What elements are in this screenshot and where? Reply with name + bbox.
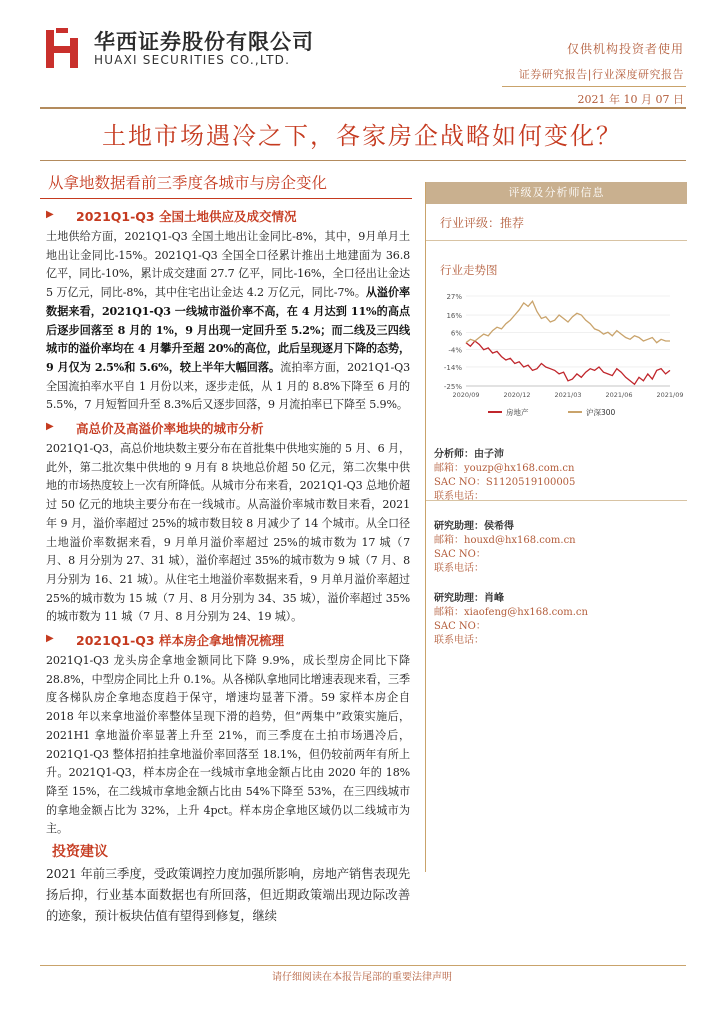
audience-note: 仅供机构投资者使用	[566, 42, 684, 56]
chart-y-tick-label: -14%	[443, 363, 462, 372]
section-paragraph: 2021 年前三季度，受政策调控力度加强所影响，房地产销售表现先扬后抑，行业基本面数据也有所回落，但近期政策端出现边际改善的迹象，预计板块估值有望得到修复，继续	[46, 867, 410, 924]
sidebar-box-title: 评级及分析师信息	[426, 182, 687, 204]
page-title: 土地市场遇冷之下，各家房企战略如何变化？	[102, 122, 622, 150]
analyst-email[interactable]: 邮箱：xiaofeng@hx168.com.cn	[434, 607, 588, 618]
section-heading: ▶ 高总价及高溢价率地块的城市分析	[46, 421, 264, 437]
analyst-sac: SAC NO：S1120519100005	[434, 477, 576, 488]
section-paragraph: 土地供给方面，2021Q1-Q3 全国土地出让金同比-8%，其中，9月单月土地出让金同比-15%。2021Q1-Q3 全国全口径累计推出土地建面为 36.8 亿平，同比-10%，累计成交建面 27.7 亿平，同比-16%，全口径出让金达 5 万亿元，同比-8%，其中住宅出让金达 4.2 万亿元，同比-7%。从溢价率数据来看，2021Q1-Q3 一线城市溢价率不高，在 4 月达到 11%的高点后逐步回落至 8 月的 1%，9 月出现一定回升至 5.2%；而二线及三四线城市的溢价率均在 4 月攀升至超 20%的高位，此后呈现逐月下降的态势，9 月仅为 2.5%和 5.6%，较上半年大幅回落。流拍率方面，2021Q1-Q3 全国流拍率水平自 1 月份以来，逐步走低，从 1 月的 8.8%下降至 6 月的 5.5%，7 月短暂回升至 8.3%后又逐步回落，9 月流拍率已下降至 5.9%。	[46, 230, 411, 412]
triangle-bullet-icon: ▶	[46, 209, 54, 220]
title-rule-bottom	[40, 160, 686, 161]
analyst-role: 研究助理：肖峰	[434, 593, 504, 604]
analyst-block	[434, 520, 684, 576]
analyst-block	[434, 448, 684, 504]
section-heading: ▶ 2021Q1-Q3 样本房企拿地情况梳理	[46, 633, 284, 649]
sidebar-divider	[426, 240, 687, 241]
footer-divider	[40, 965, 686, 966]
analyst-block	[434, 592, 684, 648]
section-paragraph: 2021Q1-Q3，高总价地块数主要分布在首批集中供地实施的 5 月、6 月，此外，第二批次集中供地的 9 月有 8 块地总价超 50 亿元，第二次集中供地的市场热度较上一次有所降低。从城市分布来看，2021Q1-Q3 总地价超过 50 亿元的地块主要分布在一线城市。从高溢价率城市数目来看，2021 年 9 月，溢价率超过 25%的城市数目较 8 月减少了 14 个城市。从全口径土地溢价率数据来看，9 月单月溢价率超过 25%的城市数为 17 城（7 月、8 月分别为 27、31 城），溢价率超过 35%的城市数为 9 城（7 月、8 月分别为 16、21 城）。从住宅土地溢价率数据来看，9 月单月溢价率超过 25%的城市数为 15 城（7 月、8 月分别为 34、35 城），溢价率超过 35%的城市数为 11 城（7 月、8 月分别为 24、19 城）。	[46, 442, 410, 624]
analyst-phone: 联系电话：	[434, 491, 484, 502]
industry-rating: 行业评级：推荐	[440, 216, 525, 230]
chart-x-tick-label: 2020/12	[503, 391, 531, 399]
header-divider	[502, 86, 686, 87]
chart-y-tick-label: 27%	[446, 293, 462, 301]
chart-x-tick-label: 2021/09	[656, 391, 684, 399]
analyst-sac: SAC NO：	[434, 549, 486, 560]
company-name-en: HUAXI SECURITIES CO.,LTD.	[94, 53, 291, 67]
triangle-bullet-icon: ▶	[46, 633, 54, 645]
section-paragraph: 2021Q1-Q3 龙头房企拿地金额同比下降 9.9%，成长型房企同比下降 28.8%，中型房企同比上升 0.1%。从各梯队拿地同比增速表现来看，三季度各梯队房企拿地态度趋于保守，增速均显著下滑。59 家样本房企自 2018 年以来拿地溢价率整体呈现下滑的趋势，但“两集中”政策实施后，2021H1 拿地溢价率显著上升至 21%，而三季度在土拍市场遇冷后，2021Q1-Q3 整体招拍挂拿地溢价率回落至 18.1%，但仍较前两年有所上升。2021Q1-Q3，样本房企在一线城市拿地金额占比由 2020 年的 18%降至 15%，在二线城市拿地金额占比由 54%下降至 53%，在三四线城市的拿地金额占比为 32%，上升 4pct。样本房企拿地区域仍以二线城市为主。	[46, 654, 410, 836]
chart-y-tick-label: -25%	[443, 383, 462, 391]
title-rule-top	[40, 107, 686, 109]
chart-x-tick-label: 2021/06	[605, 391, 633, 399]
analyst-sac: SAC NO：	[434, 621, 486, 632]
section-heading: 投资建议	[52, 844, 108, 861]
chart-legend-label: 房地产	[506, 408, 529, 417]
analyst-role: 分析师：由子沛	[434, 449, 504, 460]
chart-y-tick-label: 6%	[450, 329, 462, 338]
report-header	[0, 0, 724, 110]
huaxi-logo-icon	[44, 26, 82, 70]
company-name-cn: 华西证券股份有限公司	[94, 30, 314, 54]
chart-series-line	[466, 301, 670, 343]
report-type: 证券研究报告|行业深度研究报告	[518, 68, 684, 81]
legal-notice: 请仔细阅读在本报告尾部的重要法律声明	[272, 972, 452, 983]
chart-legend-label: 沪深300	[586, 408, 616, 417]
subtitle-rule	[40, 198, 412, 199]
analyst-email[interactable]: 邮箱：houxd@hx168.com.cn	[434, 535, 576, 546]
analyst-role: 研究助理：侯希得	[434, 521, 514, 532]
chart-title: 行业走势图	[440, 263, 498, 277]
triangle-bullet-icon: ▶	[46, 421, 54, 433]
report-date: 2021 年 10 月 07 日	[577, 93, 684, 106]
analyst-phone: 联系电话：	[434, 635, 484, 646]
page-subtitle: 从拿地数据看前三季度各城市与房企变化	[48, 174, 328, 192]
chart-x-tick-label: 2020/09	[452, 391, 480, 399]
main-body	[46, 205, 410, 929]
chart-y-tick-label: -4%	[448, 346, 462, 355]
analyst-email[interactable]: 邮箱：youzp@hx168.com.cn	[434, 463, 575, 474]
section-heading: ▶ 2021Q1-Q3 全国土地供应及成交情况	[46, 209, 297, 224]
analyst-phone: 联系电话：	[434, 563, 484, 574]
sidebar	[425, 182, 686, 872]
chart-series-line	[466, 341, 670, 384]
chart-y-tick-label: 16%	[446, 312, 462, 321]
chart-x-tick-label: 2021/03	[554, 391, 582, 399]
